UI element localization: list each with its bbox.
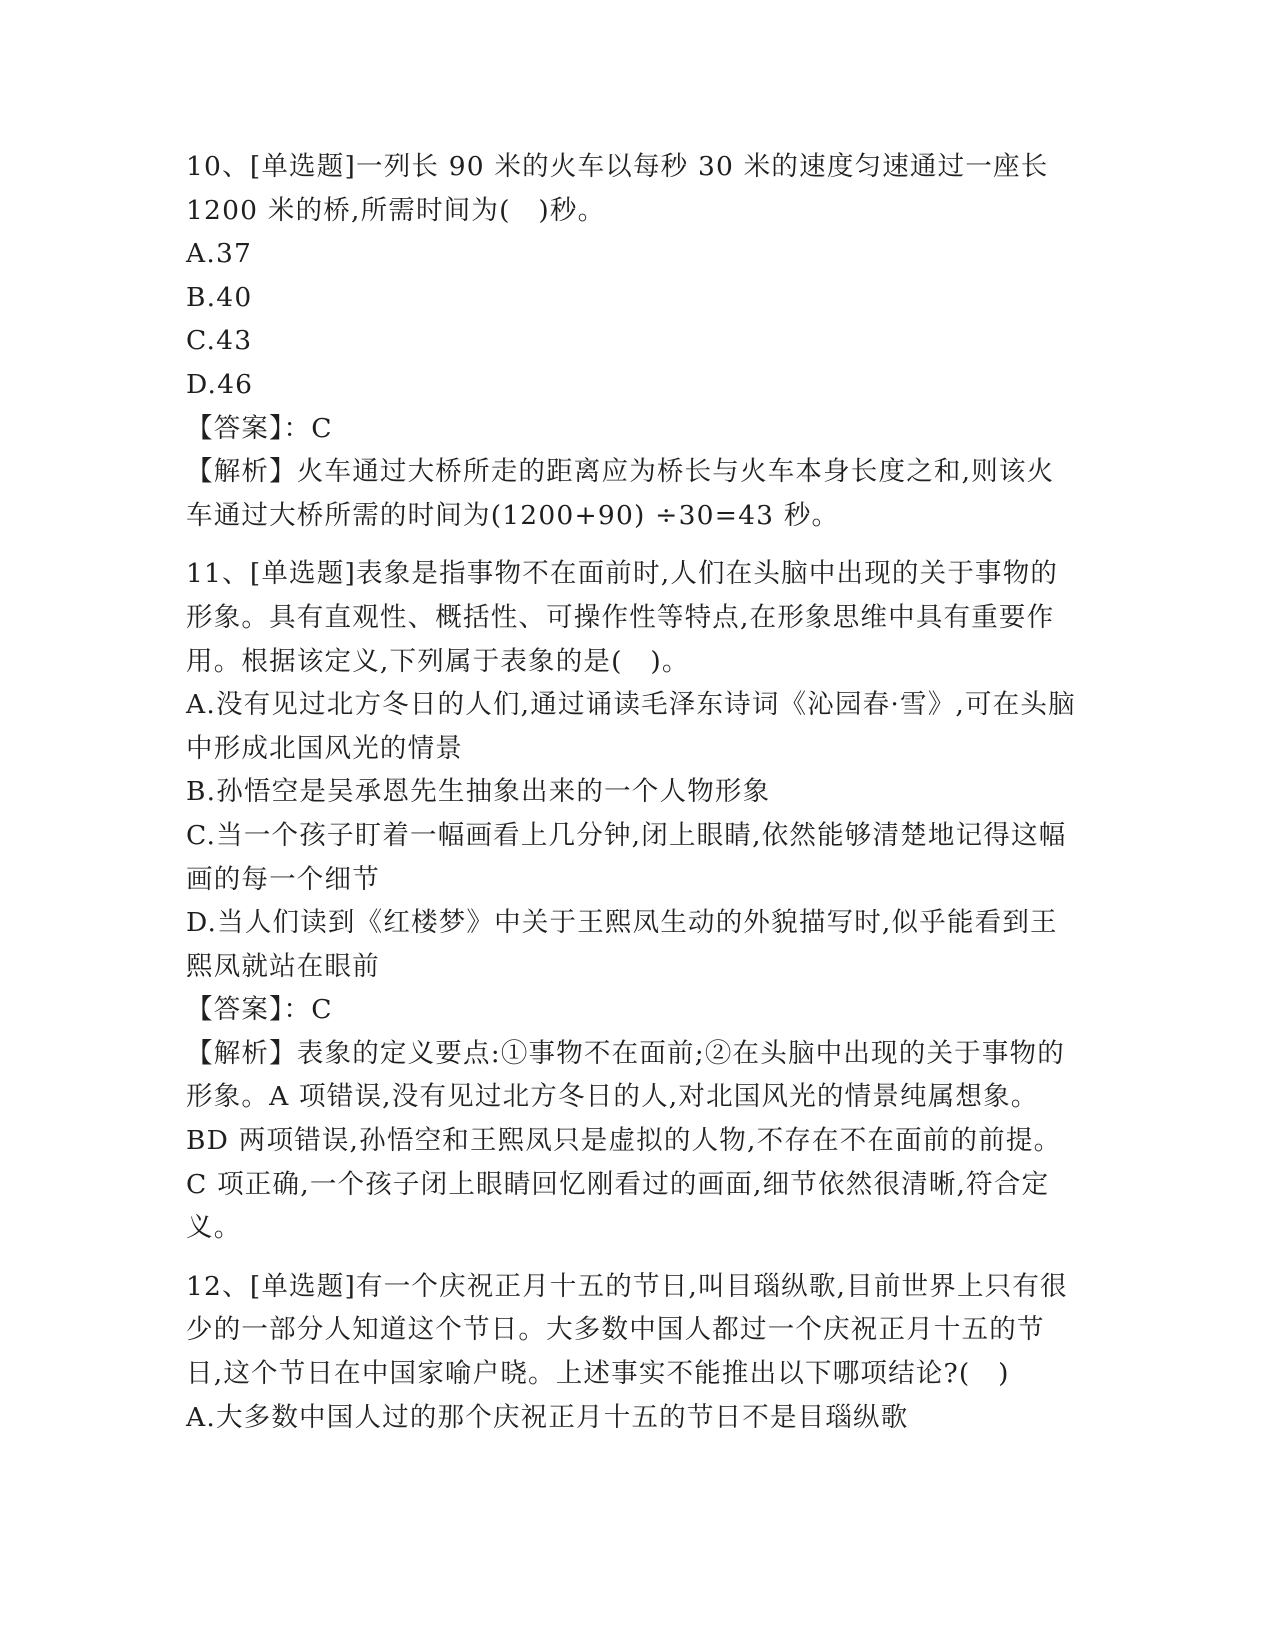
option-a: A.大多数中国人过的那个庆祝正月十五的节日不是目瑙纵歌 (186, 1401, 909, 1433)
question-stem (186, 145, 1076, 232)
option-a: A.37 (186, 238, 253, 270)
question-12 (186, 1265, 1076, 1439)
analysis-text: 【解析】表象的定义要点:①事物不在面前;②在头脑中出现的关于事物的形象。A 项错误,没有见过北方冬日的人,对北国风光的情景纯属想象。BD 两项错误,孙悟空和王熙凤只是虚拟的人物,不存在不在面前的前提。C 项正确,一个孩子闭上眼睛回忆刚看过的画面,细节依然很清晰,符合定义。 (186, 1037, 1065, 1244)
question-stem-text: 12、[单选题]有一个庆祝正月十五的节日,叫目瑙纵歌,目前世界上只有很少的一部分人知道这个节日。大多数中国人都过一个庆祝正月十五的节日,这个节日在中国家喻户晓。上述事实不能推出以下哪项结论?( ) (186, 1270, 1068, 1390)
analysis-text: 【解析】火车通过大桥所走的距离应为桥长与火车本身长度之和,则该火车通过大桥所需的时间为(1200+90) ÷30=43 秒。 (186, 456, 1055, 531)
option-b: B.40 (186, 281, 253, 313)
answer-line: 【答案】：C (186, 412, 333, 444)
option-c: C.43 (186, 325, 253, 357)
option-d: D.46 (186, 368, 254, 400)
question-stem-text: 10、[单选题]一列长 90 米的火车以每秒 30 米的速度匀速通过一座长 1200 米的桥,所需时间为( )秒。 (186, 151, 1059, 226)
question-10 (186, 145, 1076, 537)
option-d: D.当人们读到《红楼梦》中关于王熙凤生动的外貌描写时,似乎能看到王熙凤就站在眼前 (186, 907, 1058, 982)
document-content (186, 145, 1076, 1439)
question-11 (186, 552, 1076, 1250)
option-b: B.孙悟空是吴承恩先生抽象出来的一个人物形象 (186, 776, 771, 808)
option-a: A.没有见过北方冬日的人们,通过诵读毛泽东诗词《沁园春·雪》,可在头脑中形成北国风光的情景 (186, 689, 1076, 764)
option-c: C.当一个孩子盯着一幅画看上几分钟,闭上眼睛,依然能够清楚地记得这幅画的每一个细节 (186, 819, 1067, 895)
question-stem-text: 11、[单选题]表象是指事物不在面前时,人们在头脑中出现的关于事物的形象。具有直观性、概括性、可操作性等特点,在形象思维中具有重要作用。根据该定义,下列属于表象的是( )。 (186, 558, 1059, 677)
answer-line: 【答案】：C (186, 994, 333, 1026)
